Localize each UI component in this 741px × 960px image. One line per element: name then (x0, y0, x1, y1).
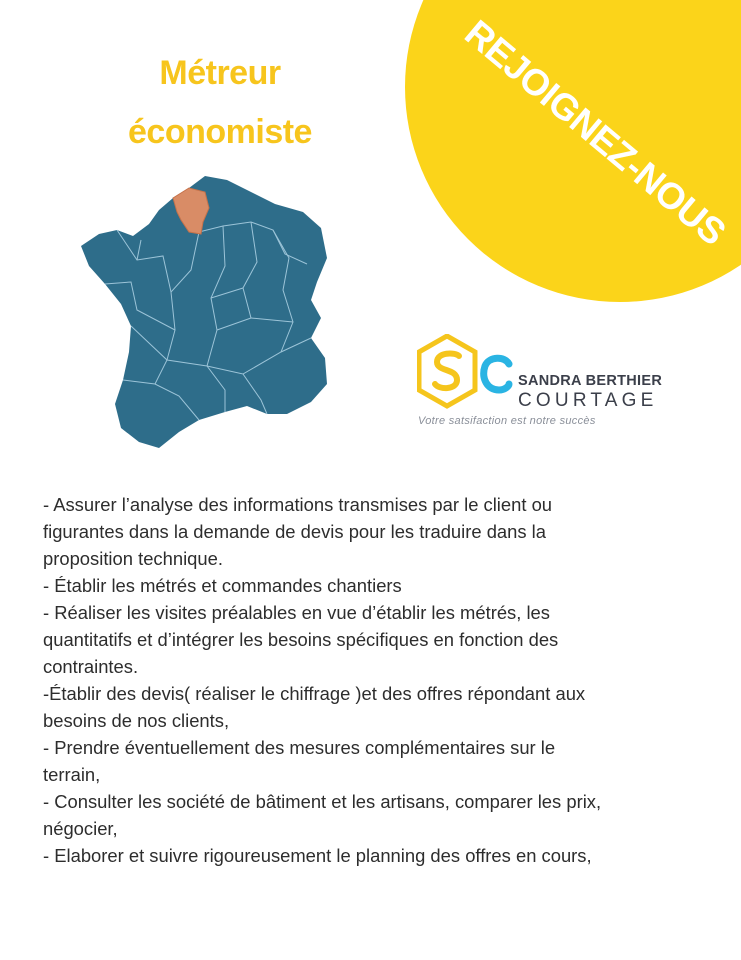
description-line: terrain, (43, 764, 101, 785)
description-line: - Elaborer et suivre rigoureusement le planning des offres en cours, (43, 845, 592, 866)
job-title-line-2: économiste (128, 113, 312, 151)
description-line: - Prendre éventuellement des mesures complémentaires sur le (43, 737, 556, 758)
description-line: - Assurer l’analyse des informations transmises par le client ou (43, 494, 553, 515)
france-regions-map-icon (75, 170, 337, 452)
description-line: négocier, (43, 818, 118, 839)
job-description (43, 491, 733, 869)
description-line: - Consulter les société de bâtiment et les artisans, comparer les prix, (43, 791, 602, 812)
description-line: - Établir les métrés et commandes chantiers (43, 575, 402, 596)
description-line: quantitatifs et d’intégrer les besoins spécifiques en fonction des (43, 629, 559, 650)
brand-tagline: Votre satsifaction est notre succès (418, 415, 596, 427)
description-line: contraintes. (43, 656, 139, 677)
description-line: besoins de nos clients, (43, 710, 230, 731)
description-line: - Réaliser les visites préalables en vue d’établir les métrés, les (43, 602, 550, 623)
brand-company: COURTAGE (518, 390, 658, 411)
description-line: -Établir des devis( réaliser le chiffrage )et des offres répondant aux (43, 683, 586, 704)
join-us-banner[interactable]: REJOIGNEZ-NOUS (457, 12, 734, 254)
job-title-line-1: Métreur (159, 54, 281, 92)
job-title (95, 44, 345, 162)
description-line: figurantes dans la demande de devis pour les traduire dans la (43, 521, 546, 542)
brand-name: SANDRA BERTHIER (518, 373, 663, 389)
sc-hexagon-logo-icon (417, 334, 513, 410)
yellow-circle (405, 0, 741, 302)
description-line: proposition technique. (43, 548, 223, 569)
